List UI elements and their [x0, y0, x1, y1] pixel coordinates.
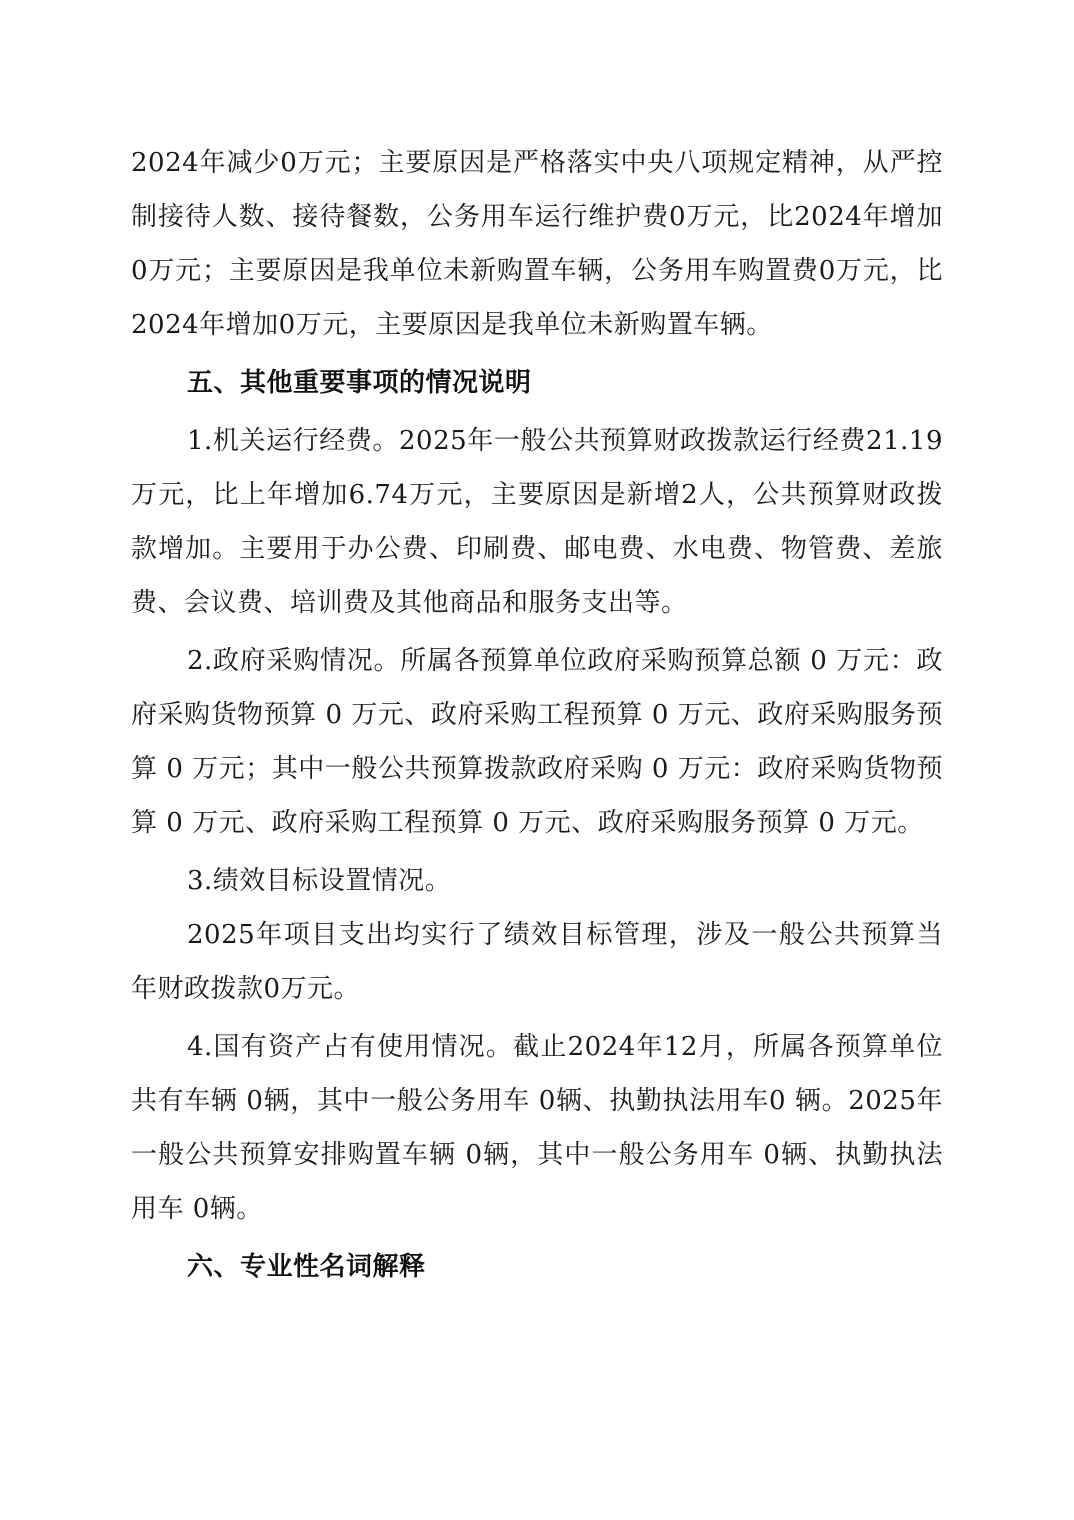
item-3-body: 2025年项目支出均实行了绩效目标管理，涉及一般公共预算当年财政拨款0万元。 [131, 920, 943, 1004]
item-3-title: 3.绩效目标设置情况。 [187, 866, 452, 896]
section-heading-5: 五、其他重要事项的情况说明 [187, 368, 532, 398]
item-2-paragraph: 2.政府采购情况。所属各预算单位政府采购预算总额 0 万元：政府采购货物预算 0 万元、政府采购工程预算 0 万元、政府采购服务预算 0 万元；其中一般公共预算拨款政府采购 0 万元：政府采购货物预算 0 万元、政府采购工程预算 0 万元、政府采购服务预算 0 万元。 [131, 646, 943, 838]
item-1-paragraph: 1.机关运行经费。2025年一般公共预算财政拨款运行经费21.19万元，比上年增加6.74万元，主要原因是新增2人，公共预算财政拨款增加。主要用于办公费、印刷费、邮电费、水电费、物管费、差旅费、会议费、培训费及其他商品和服务支出等。 [131, 426, 943, 618]
intro-paragraph: 2024年减少0万元；主要原因是严格落实中央八项规定精神，从严控制接待人数、接待餐数，公务用车运行维护费0万元，比2024年增加0万元；主要原因是我单位未新购置车辆，公务用车购置费0万元，比2024年增加0万元，主要原因是我单位未新购置车辆。 [131, 148, 943, 340]
document-body [131, 136, 943, 1294]
section-heading-6: 六、专业性名词解释 [187, 1252, 426, 1282]
item-4-paragraph: 4.国有资产占有使用情况。截止2024年12月，所属各预算单位共有车辆 0辆，其中一般公务用车 0辆、执勤执法用车0 辆。2025年一般公共预算安排购置车辆 0辆，其中一般公务用车 0辆、执勤执法用车 0辆。 [131, 1032, 943, 1224]
